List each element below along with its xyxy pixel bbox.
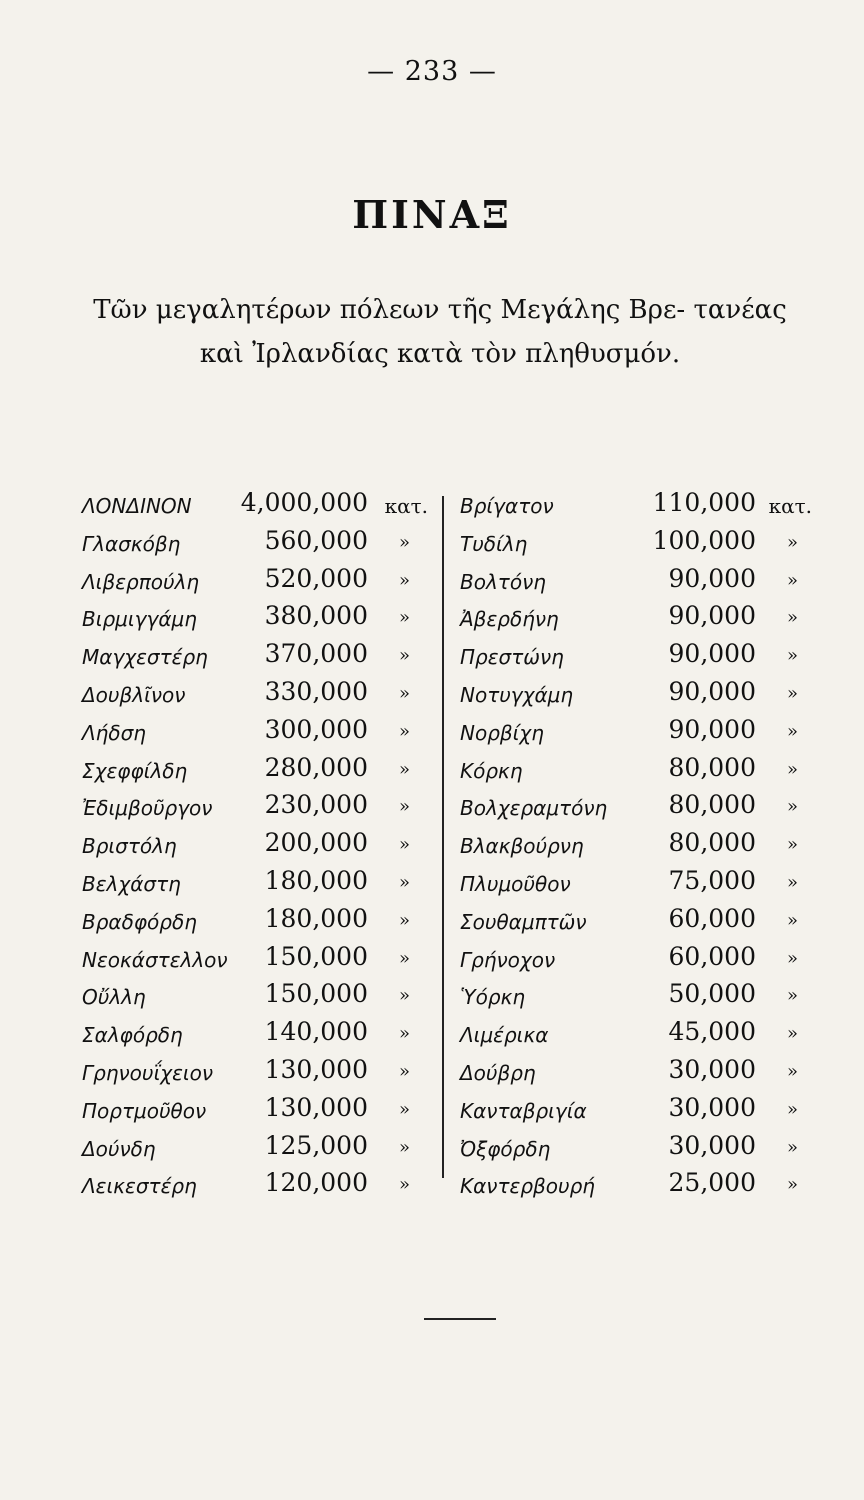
unit-mark: » [786,1098,798,1120]
city-name: Γρήνοχον [460,947,556,972]
city-population: 80,000 [668,752,756,782]
city-population: 80,000 [668,828,756,858]
city-name: Βολχεραμτόνη [460,796,608,821]
unit-mark: » [398,1136,410,1158]
city-row [82,1053,440,1091]
city-name: Λιβερπούλη [82,569,200,594]
city-name: Γρηνουΐχειον [82,1060,214,1085]
city-population: 90,000 [668,639,756,669]
city-name: ΛΟΝΔΙΝΟΝ [82,494,192,518]
city-row [82,713,440,751]
city-name: Νεοκάστελλον [82,947,228,972]
city-row [460,940,830,978]
city-row [82,751,440,789]
city-row [82,1129,440,1167]
city-population: 150,000 [264,979,368,1009]
city-row [460,1166,830,1204]
city-name: Βελχάστη [82,871,181,896]
city-population: 90,000 [668,563,756,593]
city-population: 125,000 [264,1130,368,1160]
city-name: Πλυμοῦθον [460,871,571,896]
city-population: 90,000 [668,601,756,631]
city-name: Πρεστώνη [460,645,564,670]
city-population: 30,000 [668,1092,756,1122]
city-population: 30,000 [668,1130,756,1160]
city-row [82,864,440,902]
city-row [460,1091,830,1129]
left-city-column [82,486,440,1204]
city-name: Τυδίλη [460,531,528,556]
city-population: 370,000 [264,639,368,669]
city-row [460,977,830,1015]
unit-mark: » [786,871,798,893]
unit-mark: » [786,985,798,1007]
unit-mark: » [786,682,798,704]
column-divider [442,496,444,1178]
unit-mark: » [786,758,798,780]
city-row [82,486,440,524]
city-name: Σαλφόρδη [82,1023,183,1048]
city-population: 90,000 [668,676,756,706]
unit-mark: » [398,569,410,591]
city-name: Ἐδιμβοῦργον [82,796,213,821]
unit-mark: » [398,607,410,629]
unit-mark: » [398,1174,410,1196]
unit-mark: » [786,1060,798,1082]
city-name: Γλασκόβη [82,531,181,556]
city-name: Δουβλῖνον [82,682,186,707]
city-row [82,524,440,562]
city-row [82,826,440,864]
city-population: 50,000 [668,979,756,1009]
city-row [460,826,830,864]
unit-mark: » [398,531,410,553]
city-name: Λιμέρικα [460,1023,549,1048]
unit-mark: » [398,1023,410,1045]
unit-mark: » [398,720,410,742]
city-row [460,713,830,751]
city-name: Βλακβούρνη [460,834,584,859]
city-row [460,599,830,637]
city-population: 90,000 [668,714,756,744]
unit-mark: » [786,796,798,818]
city-row [82,1091,440,1129]
city-population: 110,000 [652,488,756,517]
city-name: Κανταβριγία [460,1098,587,1123]
city-row [460,751,830,789]
city-population: 75,000 [668,865,756,895]
city-population: 4,000,000 [240,488,368,517]
unit-mark: » [786,607,798,629]
unit-mark: » [398,985,410,1007]
unit-mark: » [786,569,798,591]
city-name: Νορβίχη [460,720,544,745]
city-name: Βολτόνη [460,569,546,594]
unit-mark: » [786,645,798,667]
unit-mark: » [398,834,410,856]
city-name: Ὀξφόρδη [460,1136,551,1161]
unit-mark: » [786,947,798,969]
unit-mark: » [398,796,410,818]
city-population: 280,000 [264,752,368,782]
city-population: 80,000 [668,790,756,820]
city-row [82,940,440,978]
city-name: Κόρκη [460,758,523,783]
table-subtitle: Τῶν μεγαλητέρων πόλεων τῆς Μεγάλης Βρε- τανέας καὶ Ἰρλανδίας κατὰ τὸν πληθυσμόν. [93,295,787,369]
city-row [460,1053,830,1091]
city-population: 180,000 [264,865,368,895]
city-row [82,977,440,1015]
city-population: 180,000 [264,903,368,933]
unit-mark: » [398,1098,410,1120]
city-name: Νοτυγχάμη [460,682,574,707]
city-population: 150,000 [264,941,368,971]
right-city-column [460,486,830,1204]
city-population: 520,000 [264,563,368,593]
unit-mark: » [786,531,798,553]
unit-mark: κατ. [384,494,428,518]
city-population: 330,000 [264,676,368,706]
unit-mark: » [786,1136,798,1158]
city-row [82,675,440,713]
page-number: — 233 — [367,56,497,87]
city-name: Οὔλλη [82,985,146,1010]
unit-mark: » [398,947,410,969]
city-row [460,562,830,600]
city-population: 60,000 [668,941,756,971]
unit-mark: » [398,645,410,667]
city-row [82,1166,440,1204]
city-name: Βριστόλη [82,834,177,859]
unit-mark: » [786,1023,798,1045]
city-name: Δούνδη [82,1136,156,1161]
unit-mark: κατ. [768,494,812,518]
city-name: Πορτμοῦθον [82,1098,207,1123]
city-population: 25,000 [668,1168,756,1198]
city-population: 60,000 [668,903,756,933]
city-row [460,1129,830,1167]
city-name: Λήδση [82,720,146,745]
city-population: 45,000 [668,1017,756,1047]
city-population: 560,000 [264,525,368,555]
city-name: Δούβρη [460,1060,536,1085]
city-name: Σχεφφίλδη [82,758,188,783]
city-name: Μαγχεστέρη [82,645,208,670]
city-name: Βρίγατον [460,494,554,518]
city-row [460,637,830,675]
city-row [460,675,830,713]
city-population: 200,000 [264,828,368,858]
unit-mark: » [786,720,798,742]
closing-rule [424,1318,496,1320]
city-population: 300,000 [264,714,368,744]
table-title: ΠΙΝΑΞ [352,192,512,237]
city-row [82,902,440,940]
city-population: 230,000 [264,790,368,820]
unit-mark: » [786,1174,798,1196]
city-name: Σουθαμπτῶν [460,909,587,934]
city-row [460,1015,830,1053]
city-row [460,524,830,562]
city-name: Καντερβουρή [460,1174,595,1199]
city-row [460,788,830,826]
city-name: Βραδφόρδη [82,909,197,934]
city-row [82,562,440,600]
unit-mark: » [398,758,410,780]
city-population: 130,000 [264,1054,368,1084]
city-name: Λεικεστέρη [82,1174,197,1199]
city-row [82,599,440,637]
city-row [82,1015,440,1053]
city-row [460,902,830,940]
unit-mark: » [398,909,410,931]
city-population: 100,000 [652,525,756,555]
city-row [460,864,830,902]
unit-mark: » [398,682,410,704]
city-row [460,486,830,524]
unit-mark: » [786,909,798,931]
city-population: 380,000 [264,601,368,631]
city-population: 120,000 [264,1168,368,1198]
unit-mark: » [398,1060,410,1082]
unit-mark: » [398,871,410,893]
city-population: 30,000 [668,1054,756,1084]
city-population: 140,000 [264,1017,368,1047]
city-population: 130,000 [264,1092,368,1122]
city-row [82,788,440,826]
city-row [82,637,440,675]
city-name: Ἀβερδήνη [460,607,559,632]
city-name: Ὑόρκη [460,985,526,1010]
city-name: Βιρμιγγάμη [82,607,197,632]
unit-mark: » [786,834,798,856]
